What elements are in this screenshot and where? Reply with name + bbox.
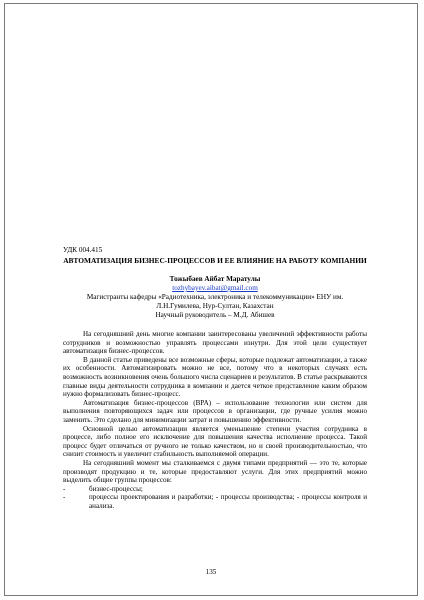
author-email-link[interactable]: tozhybayev.aibat@gmail.com [172,284,258,292]
page-number: 135 [205,568,217,576]
paragraph-intro: На сегодняшний день многие компании заинтересованы увеличений эффективности работы сотрудников и возможностью управлять процессами изнутри. Для этой цели существует автоматизация бизнес-процессов. [63,330,367,356]
article-title: АВТОМАТИЗАЦИЯ БИЗНЕС-ПРОЦЕССОВ И ЕЕ ВЛИЯНИЕ НА РАБОТУ КОМПАНИИ [63,256,367,265]
list-bullet: - [63,493,66,502]
list-item [63,493,367,510]
affiliation-line-2: Л.Н.Гумилева, Нур-Султан, Казахстан [156,302,274,310]
paragraph-enterprise-types: На сегодняшний момент мы сталкиваемся с двумя типами предприятий — это те, которые производят продукцию и те, которые предоставляют услуги. Для этих предприятий можно выделить общие группы процессов: [63,458,367,485]
article-content [63,246,367,510]
paragraph-goal: Основной целью автоматизации является уменьшение степени участия сотрудника в процессе, либо полное его исключение для повышения качества исполнение процесса. Такой процесс будет отличаться от ручного не только качеством, но и своей производительностью, что снизит стоимость и увеличит стабильность выполняемой операции. [63,424,367,459]
list-bullet: - [63,484,66,493]
udk-code: УДК 004.415 [63,246,103,254]
article-body [63,330,367,510]
author-name: Тожыбаев Айбат Маратулы [169,275,261,283]
paragraph-scope: В данной статье приведены все возможные сферы, которые подлежат автоматизации, а также их особенности. Автоматизировать можно не все, потому что в некоторых случаях есть возможность возникновения очень большого числа сценариев и результатов. В статье раскрываются главные виды деятельности сотрудника в компании и дается четкое представление каким образом нужно формализовать бизнес-процесс. [63,355,367,399]
list-item-text: бизнес-процессы; [89,484,143,493]
list-item-text: процессы проектирования и разработки; - процессы производства; - процессы контроля и анализа. [89,493,367,510]
supervisor-line: Научный руководитель – М.Д. Абишев [155,311,275,319]
list-item [63,485,367,494]
paragraph-bpa-definition: Автоматизация бизнес-процессов (BPA) – использование технологии или систем для выполнения повторяющихся задач или процессов в организации, где ручные усилия можно заменить. Это сделано для минимизации затрат и повышению эффективности. [63,398,367,424]
affiliation-line-1: Магистранты кафедры «Радиотехника, электроника и телекоммуникации» ЕНУ им. [86,293,344,301]
document-page [4,3,418,596]
